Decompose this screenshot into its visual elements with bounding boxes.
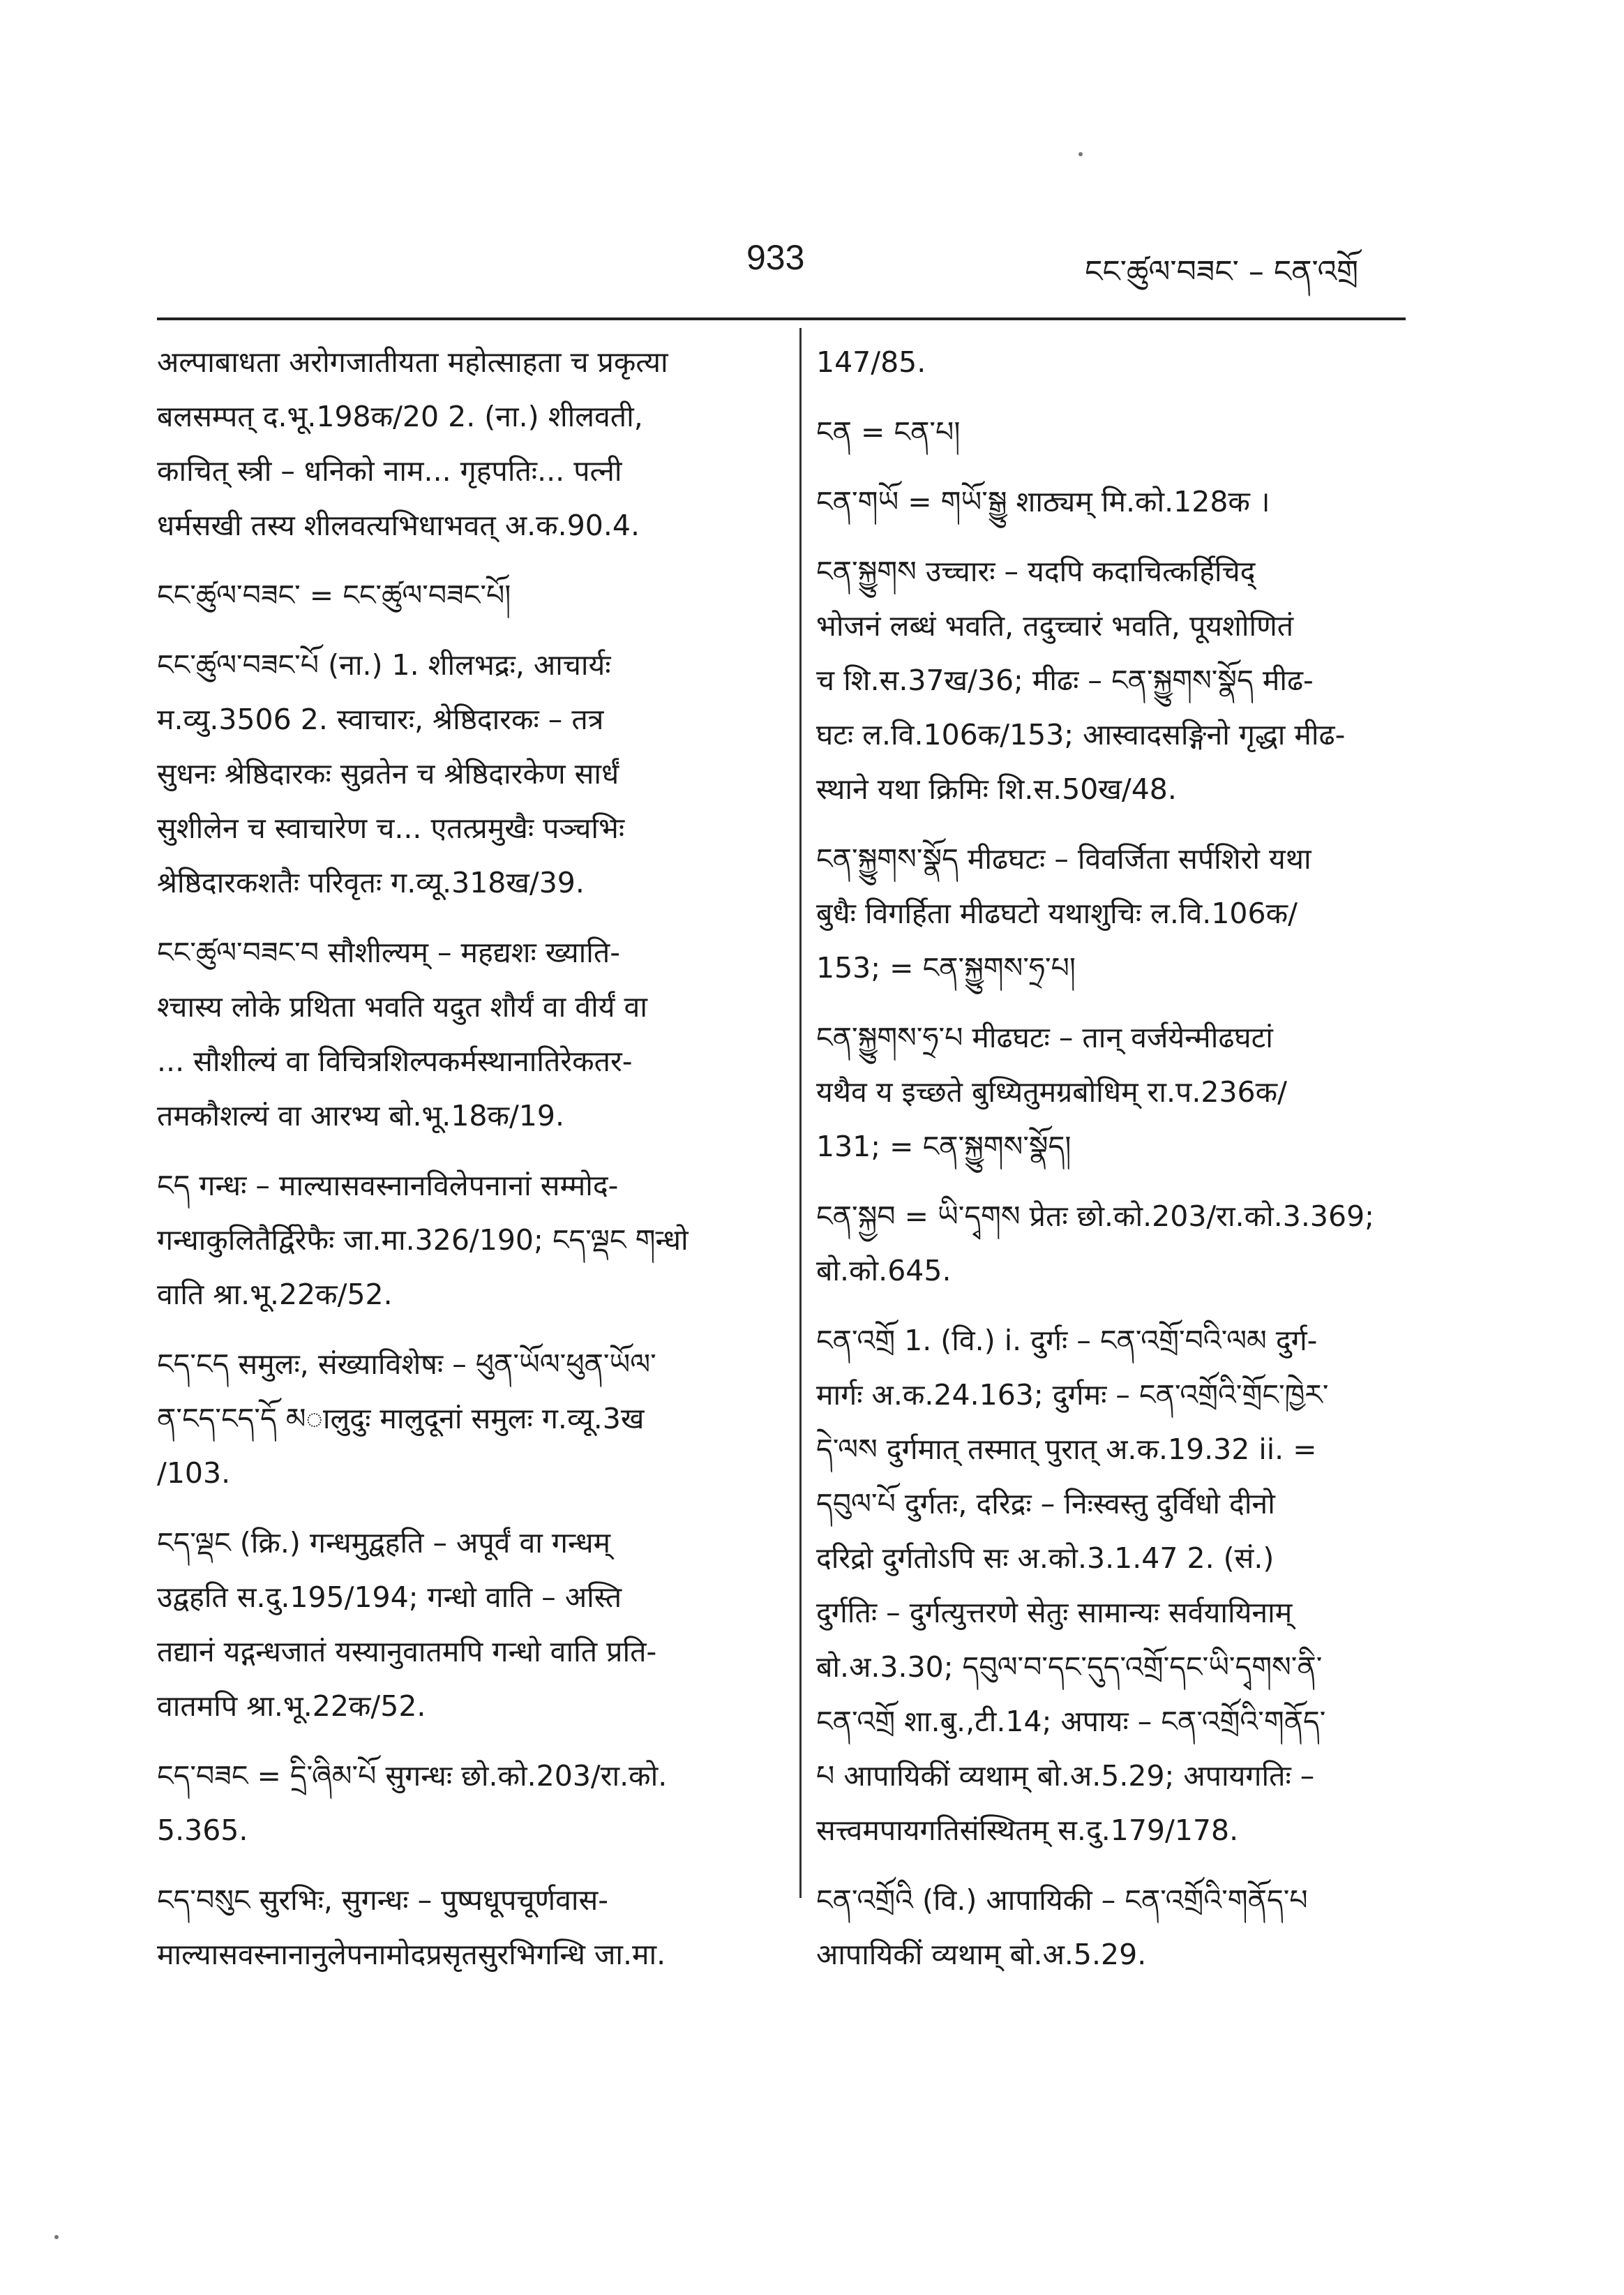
entry-line: ངང་ཚུལ་བཟང་བ सौशील्यम् – महद्यशः ख्याति- — [157, 936, 621, 969]
entry-line: यथैव य इच्छते बुध्यितुमग्रबोधिम् रा.प.236क/ — [816, 1075, 1287, 1109]
entry-line: ངད་ངད समुलः, संख्याविशेषः – ཕུན་ཡོལ་ཕུན་ཡོལ་ — [157, 1347, 656, 1381]
dictionary-entry — [157, 1158, 778, 1322]
entry-line: ངན་སྐྱུགས उच्चारः – यदपि कदाचित्कर्हिचिद् — [816, 555, 1256, 588]
entry-line: बलसम्पत् द.भू.198क/20 2. (ना.) शीलवती, — [157, 400, 643, 433]
dictionary-entry — [157, 1516, 778, 1733]
entry-line: दुर्गतिः – दुर्गत्युत्तरणे सेतुः सामान्यः सर्वयायिनाम् — [816, 1596, 1293, 1629]
entry-line: ན་ངད་ངད་དོ མालुदुः मालुदूनां समुलः ग.व्यू.3ख — [157, 1402, 645, 1435]
dictionary-entry — [816, 335, 1409, 389]
entry-line: ངང་ཚུལ་བཟང་ = ངང་ཚུལ་བཟང་པོ། — [157, 578, 511, 612]
entry-line: माल्यासवस्नानानुलेपनामोदप्रसृतसुरभिगन्धि जा.मा. — [157, 1938, 666, 1971]
dictionary-entry — [816, 405, 1409, 459]
dictionary-entry — [157, 925, 778, 1143]
entry-line: /103. — [157, 1456, 231, 1490]
page-number: 933 — [746, 238, 805, 277]
dictionary-entry — [157, 1873, 778, 1982]
entry-line: ངད गन्धः – माल्यासवस्नानविलेपनानां सम्मोद- — [157, 1169, 619, 1202]
entry-line: घटः ल.वि.106क/153; आस्वादसङ्गिनो गृद्धा मीढ- — [816, 718, 1346, 752]
entry-line: 147/85. — [816, 345, 926, 379]
entry-line: दरिद्रो दुर्गतोऽपि सः अ.को.3.1.47 2. (सं.) — [816, 1541, 1275, 1575]
entry-line: उद्वहति स.दु.195/194; गन्धो वाति – अस्ति — [157, 1580, 622, 1614]
dictionary-entry — [157, 638, 778, 910]
entry-line: सुशीलेन च स्वाचारेण च... एतत्प्रमुखैः पञ्चभिः — [157, 812, 625, 845]
entry-line: ངང་ཚུལ་བཟང་པོ (ना.) 1. शीलभद्रः, आचार्यः — [157, 648, 611, 682]
entry-line: ངན་འགྲོའི (वि.) आपायिकी – ངན་འགྲོའི་གནོད་པ — [816, 1883, 1308, 1917]
entry-line: ངན་གཡོ = གཡོ་སྒྱུ शाठ्यम् मि.को.128क । — [816, 485, 1270, 518]
entry-line: बो.अ.3.30; དབུལ་བ་དང་དུད་འགྲོ་དང་ཡི་དྭགས་ནི་ — [816, 1650, 1323, 1684]
header-rule — [157, 317, 1406, 320]
scan-speck — [54, 2235, 59, 2239]
entry-line: तद्यानं यद्गन्धजातं यस्यानुवातमपि गन्धो वाति प्रति- — [157, 1635, 657, 1668]
dictionary-entry — [816, 1313, 1409, 1857]
entry-line: तमकौशल्यं वा आरभ्य बो.भू.18क/19. — [157, 1099, 565, 1132]
dictionary-entry — [816, 474, 1409, 529]
entry-line: དབུལ་པོ दुर्गतः, दरिद्रः – निःस्वस्तु दुर्विधो दीनो — [816, 1487, 1275, 1520]
entry-line: ངད་བཟང = དྲི་ཞིམ་པོ सुगन्धः छो.को.203/रा.को. — [157, 1759, 668, 1793]
entry-line: च शि.स.37ख/36; मीढः – ངན་སྐྱུགས་སྣོད मीढ- — [816, 664, 1314, 697]
entry-line: सुधनः श्रेष्ठिदारकः सुव्रतेन च श्रेष्ठिदारकेण सार्धं — [157, 757, 619, 791]
entry-line: 153; = ངན་སྐྱུགས་ཧྲ་པ། — [816, 951, 1076, 985]
entry-line: अल्पाबाधता अरोगजातीयता महोत्साहता च प्रकृत्या — [157, 345, 668, 379]
dictionary-entry — [157, 568, 778, 622]
entry-line: भोजनं लब्धं भवति, तदुच्चारं भवति, पूयशोणितं — [816, 609, 1294, 643]
entry-line: ངན་འགྲོ 1. (वि.) i. दुर्गः – ངན་འགྲོ་བའི་ལམ दुर्ग- — [816, 1324, 1318, 1357]
dictionary-entry — [816, 832, 1409, 995]
dictionary-entry — [157, 335, 778, 553]
entry-line: काचित् स्त्री – धनिको नाम... गृहपतिः... पत्नी — [157, 454, 622, 488]
entry-line: श्चास्य लोके प्रथिता भवति यदुत शौर्यं वा वीर्यं वा — [157, 990, 647, 1024]
entry-line: ངན = ངན་པ། — [816, 415, 961, 449]
dictionary-entry — [157, 1749, 778, 1857]
entry-line: गन्धाकुलितैर्द्विरेफैः जा.मा.326/190; ངད་ལྡང གन्धो — [157, 1223, 689, 1257]
entry-line: सत्त्वमपायगतिसंस्थितम् स.दु.179/178. — [816, 1814, 1239, 1847]
dictionary-entry — [816, 1873, 1409, 1982]
entry-line: बुधैः विगर्हिता मीढघटो यथाशुचिः ल.वि.106क/ — [816, 897, 1298, 930]
entry-line: वाति श्रा.भू.22क/52. — [157, 1278, 393, 1311]
entry-line: बो.को.645. — [816, 1254, 952, 1287]
entry-line: ... सौशील्यं वा विचित्रशिल्पकर्मस्थानातिरेकतर- — [157, 1045, 633, 1078]
entry-line: श्रेष्ठिदारकशतैः परिवृतः ग.व्यू.318ख/39. — [157, 866, 585, 899]
entry-line: आपायिकीं व्यथाम् बो.अ.5.29. — [816, 1938, 1147, 1971]
entry-line: ངད་བསུང सुरभिः, सुगन्धः – पुष्पधूपचूर्णवास- — [157, 1883, 609, 1917]
entry-line: ངན་སྐྱུགས་ཧྲ་པ मीढघटः – तान् वर्जयेन्मीढघटां — [816, 1021, 1273, 1054]
entry-line: म.व्यु.3506 2. स्वाचारः, श्रेष्ठिदारकः – तत्र — [157, 703, 604, 736]
entry-line: 131; = ངན་སྐྱུགས་སྣོད། — [816, 1130, 1072, 1163]
right-column — [816, 335, 1409, 1997]
column-divider — [799, 328, 802, 1898]
running-head: ངང་ཚུལ་བཟང་ – ངན་འགྲོ — [1085, 254, 1359, 290]
entry-line: मार्गः अ.क.24.163; दुर्गमः – ངན་འགྲོའི་གྲོང་ཁྱེར་ — [816, 1378, 1329, 1412]
dictionary-entry — [816, 1010, 1409, 1174]
entry-line: वातमपि श्रा.भू.22क/52. — [157, 1689, 426, 1723]
scan-speck — [1078, 152, 1083, 156]
dictionary-entry — [816, 1189, 1409, 1298]
entry-line: དེ་ལས दुर्गमात् तस्मात् पुरात् अ.क.19.32 ii. = — [816, 1433, 1317, 1466]
entry-line: ངད་ལྡང (क्रि.) गन्धमुद्वहति – अपूर्वं वा गन्धम् — [157, 1526, 611, 1560]
entry-line: པ आपायिकीं व्यथाम् बो.अ.5.29; अपायगतिः – — [816, 1759, 1315, 1793]
entry-line: ངན་སྐྱབ = ཡི་དྭགས प्रेतः छो.को.203/रा.को.3.369; — [816, 1199, 1374, 1233]
entry-line: धर्मसखी तस्य शीलवत्यभिधाभवत् अ.क.90.4. — [157, 509, 640, 542]
dictionary-entry — [816, 544, 1409, 816]
dictionary-entry — [157, 1337, 778, 1500]
entry-line: ངན་སྐྱུགས་སྣོད मीढघटः – विवर्जिता सर्पशिरो यथा — [816, 842, 1311, 876]
entry-line: 5.365. — [157, 1814, 248, 1847]
entry-line: ངན་འགྲོ शा.बु.,टी.14; अपायः – ངན་འགྲོའི་གནོད་ — [816, 1705, 1326, 1738]
entry-line: स्थाने यथा क्रिमिः शि.स.50ख/48. — [816, 772, 1177, 806]
left-column — [157, 335, 778, 1997]
